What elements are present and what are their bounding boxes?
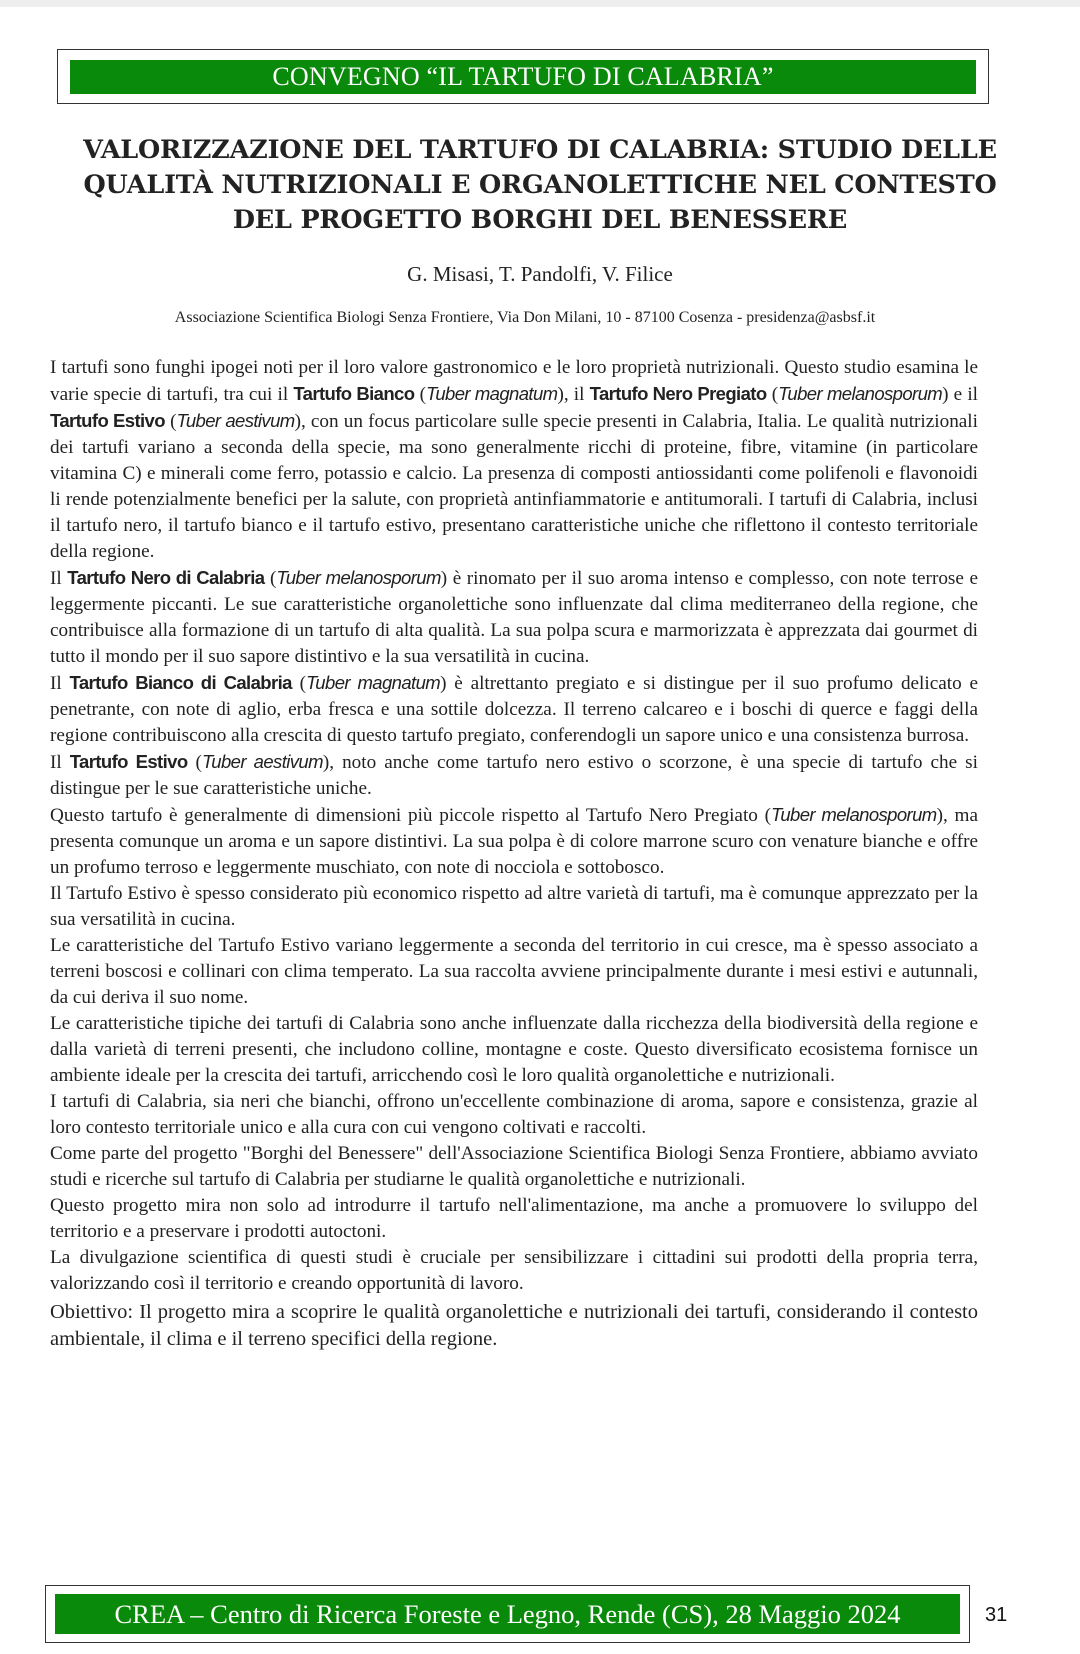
paragraph: Come parte del progetto "Borghi del Benessere" dell'Associazione Scientifica Biologi Senza Frontiere, abbiamo avviato studi e ricerche sul tartufo di Calabria per studiarne le qualità organolettiche e nutrizionali. [50,1143,978,1190]
species-name: Tartufo Nero di Calabria [67,567,265,588]
paragraph: La divulgazione scientifica di questi studi è cruciale per sensibilizzare i cittadini sui prodotti della propria terra, valorizzando così il territorio e creando opportunità di lavoro. [50,1247,978,1294]
paragraph: Il Tartufo Estivo è spesso considerato più economico rispetto ad altre varietà di tartufi, ma è comunque apprezzato per la sua versatilità in cucina. [50,883,978,930]
title-line: QUALITÀ NUTRIZIONALI E ORGANOLETTICHE NEL CONTESTO [83,170,997,200]
objective-paragraph: Obiettivo: Il progetto mira a scoprire le qualità organolettiche e nutrizionali dei tartufi, considerando il contesto ambientale, il clima e il terreno specifici della regione. [50,1301,978,1350]
latin-name: Tuber aestivum [201,751,323,772]
paragraph: Il Tartufo Nero di Calabria (Tuber melanosporum) è rinomato per il suo aroma intenso e complesso, con note terrose e leggermente piccanti. Le sue caratteristiche organolettiche sono influenzate dal clima mediterraneo della regione, che contribuisce alla formazione di un tartufo di alta qualità. La sua polpa scura e marmorizzata è apprezzata dai gourmet di tutto il mondo per il suo sapore distintivo e la sua versatilità in cucina. [50,567,978,667]
paragraph: Le caratteristiche del Tartufo Estivo variano leggermente a seconda del territorio in cui cresce, ma è spesso associato a terreni boscosi e collinari con clima temperato. La sua raccolta avviene principalmente durante i mesi estivi e autunnali, da cui deriva il suo nome. [50,935,978,1008]
header-frame [57,49,989,104]
paper-body [50,355,978,1353]
paragraph: Questo progetto mira non solo ad introdurre il tartufo nell'alimentazione, ma anche a promuovere lo sviluppo del territorio e a preservare i prodotti autoctoni. [50,1195,978,1242]
title-line: DEL PROGETTO BORGHI DEL BENESSERE [232,205,848,235]
latin-name: Tuber melanosporum [276,567,441,588]
page-number: 31 [985,1604,1008,1626]
top-divider [0,0,1080,7]
conference-banner: CONVEGNO “IL TARTUFO DI CALABRIA” [70,60,976,94]
species-name: Tartufo Estivo [50,410,165,431]
species-name: Tartufo Bianco di Calabria [69,672,292,693]
latin-name: Tuber melanosporum [778,383,943,404]
latin-name: Tuber magnatum [426,383,558,404]
paragraph: Il Tartufo Bianco di Calabria (Tuber magnatum) è altrettanto pregiato e si distingue per il suo profumo delicato e penetrante, con note di aglio, erba fresca e una sottile dolcezza. Il terreno calcareo e i boschi di querce e faggi della regione contribuiscono alla crescita di questo tartufo pregiato, conferendogli un sapore unico e una consistenza burrosa. [50,672,978,746]
paragraph: I tartufi sono funghi ipogei noti per il loro valore gastronomico e le loro proprietà nutrizionali. Questo studio esamina le varie specie di tartufi, tra cui il Tartufo Bianco (Tuber magnatum), il Tartufo Nero Pregiato (Tuber melanosporum) e il Tartufo Estivo (Tuber aestivum), con un focus particolare sulle specie presenti in Calabria, Italia. Le qualità nutrizionali dei tartufi variano a seconda della specie, ma sono generalmente ricchi di proteine, fibre, vitamine (in particolare vitamina C) e minerali come ferro, potassio e calcio. La presenza di composti antiossidanti come polifenoli e flavonoidi li rende potenzialmente benefici per la salute, con proprietà antinfiammatorie e antitumorali. I tartufi di Calabria, inclusi il tartufo nero, il tartufo bianco e il tartufo estivo, presentano caratteristiche uniche che riflettono il contesto territoriale della regione. [50,357,979,562]
affiliation: Associazione Scientifica Biologi Senza Frontiere, Via Don Milani, 10 - 87100 Cosenza - presidenza@asbsf.it [174,309,876,326]
paragraph: Il Tartufo Estivo (Tuber aestivum), noto anche come tartufo nero estivo o scorzone, è una specie di tartufo che si distingue per le sue caratteristiche uniche. [50,751,978,799]
paragraph: Questo tartufo è generalmente di dimensioni più piccole rispetto al Tartufo Nero Pregiato (Tuber melanosporum), ma presenta comunque un aroma e un sapore distintivi. La sua polpa è di colore marrone scuro con venature bianche e offre un profumo terroso e leggermente muschiato, con note di nocciola e sottobosco. [50,804,978,878]
latin-name: Tuber melanosporum [771,804,937,825]
paper-title [40,133,1040,238]
authors: G. Misasi, T. Pandolfi, V. Filice [407,262,673,286]
latin-name: Tuber aestivum [176,410,295,431]
latin-name: Tuber magnatum [305,672,441,693]
footer-frame [45,1585,970,1643]
paragraph: Le caratteristiche tipiche dei tartufi di Calabria sono anche influenzate dalla ricchezza della biodiversità della regione e dalla varietà di terreni presenti, che includono colline, montagne e coste. Questo diversificato ecosistema fornisce un ambiente ideale per la crescita dei tartufi, arricchendo così le loro qualità organolettiche e nutrizionali. [50,1013,978,1086]
paragraph: I tartufi di Calabria, sia neri che bianchi, offrono un'eccellente combinazione di aroma, sapore e consistenza, grazie al loro contesto territoriale unico e alla cura con cui vengono coltivati e raccolti. [50,1091,978,1138]
species-name: Tartufo Bianco [293,383,415,404]
species-name: Tartufo Nero Pregiato [589,383,767,404]
species-name: Tartufo Estivo [69,751,188,772]
title-line: VALORIZZAZIONE DEL TARTUFO DI CALABRIA: STUDIO DELLE [83,135,997,165]
venue-banner: CREA – Centro di Ricerca Foreste e Legno, Rende (CS), 28 Maggio 2024 [55,1594,960,1634]
